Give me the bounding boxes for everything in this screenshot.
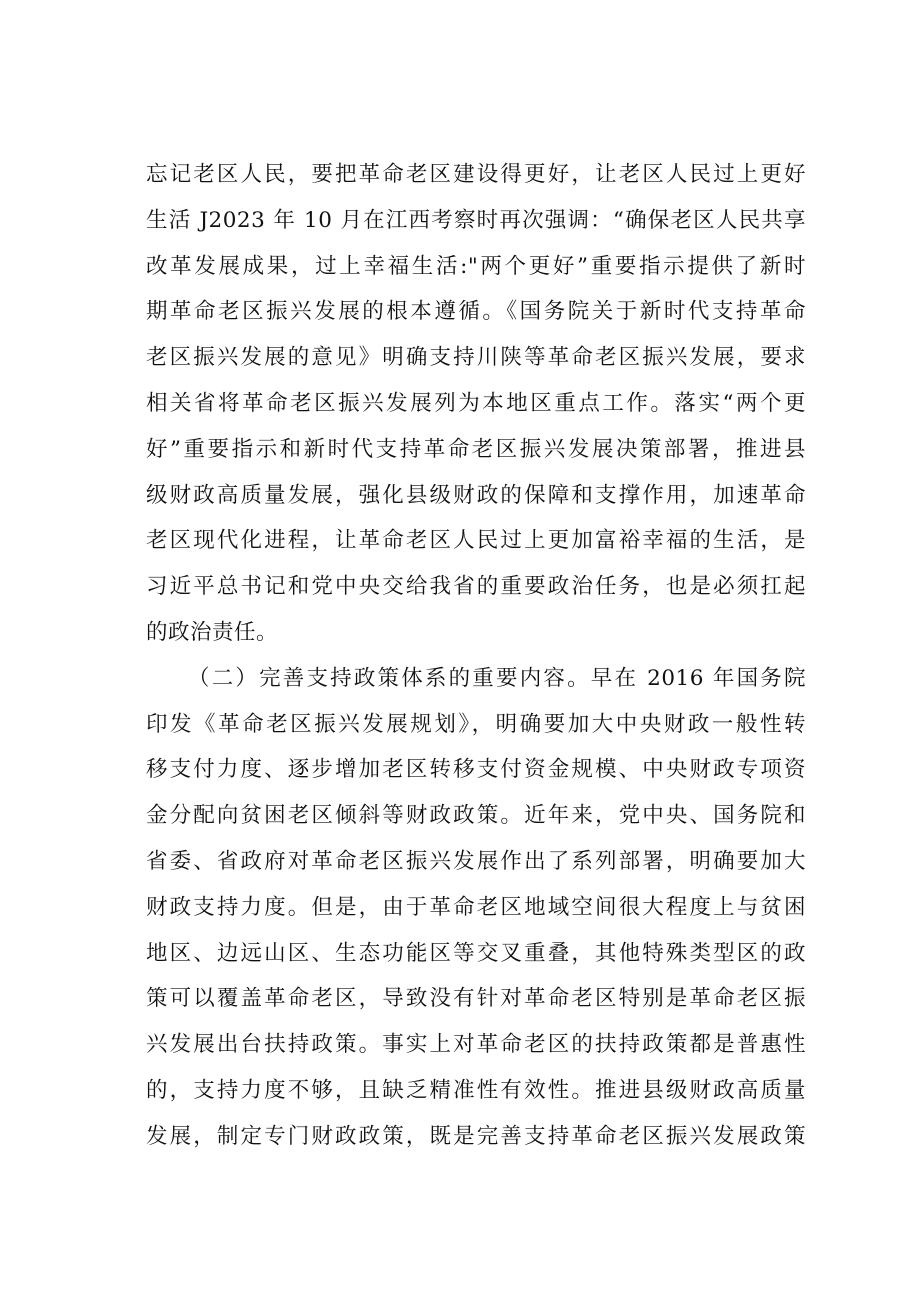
text-line: 改革发展成果，过上幸福生活:"两个更好”重要指示提供了新时: [146, 253, 806, 279]
text-line: 好”重要指示和新时代支持革命老区振兴发展决策部署，推进县: [146, 436, 806, 462]
text-line: 金分配向贫困老区倾斜等财政政策。近年来，党中央、国务院和: [146, 803, 806, 829]
document-body: [146, 152, 806, 1160]
text-line: （二）完善支持政策体系的重要内容。早在 2016 年国务院: [188, 665, 806, 691]
text-line: 生活 J2023 年 10 月在江西考察时再次强调：“确保老区人民共享: [146, 207, 806, 233]
text-line: 级财政高质量发展，强化县级财政的保障和支撑作用，加速革命: [146, 482, 806, 508]
text-line: 的政治责任。: [146, 619, 279, 645]
text-line: 财政支持力度。但是，由于革命老区地域空间很大程度上与贫困: [146, 894, 806, 920]
text-line: 习近平总书记和党中央交给我省的重要政治任务，也是必须扛起: [146, 574, 806, 600]
paragraph-2: [146, 656, 806, 1160]
text-line: 策可以覆盖革命老区，导致没有针对革命老区特别是革命老区振: [146, 986, 806, 1012]
text-line: 印发《革命老区振兴发展规划》，明确要加大中央财政一般性转: [146, 711, 806, 737]
text-line: 相关省将革命老区振兴发展列为本地区重点工作。落实“两个更: [146, 390, 806, 416]
text-line: 老区现代化进程，让革命老区人民过上更加富裕幸福的生活，是: [146, 528, 806, 554]
text-line: 老区振兴发展的意见》明确支持川陕等革命老区振兴发展，要求: [146, 345, 806, 371]
text-line: 地区、边远山区、生态功能区等交叉重叠，其他特殊类型区的政: [146, 940, 806, 966]
text-line: 兴发展出台扶持政策。事实上对革命老区的扶持政策都是普惠性: [146, 1032, 806, 1058]
text-line: 期革命老区振兴发展的根本遵循。《国务院关于新时代支持革命: [146, 299, 806, 325]
text-line: 省委、省政府对革命老区振兴发展作出了系列部署，明确要加大: [146, 848, 806, 874]
paragraph-1: [146, 152, 806, 656]
text-line: 忘记老区人民，要把革命老区建设得更好，让老区人民过上更好: [146, 162, 806, 187]
text-line: 发展，制定专门财政政策，既是完善支持革命老区振兴发展政策: [146, 1123, 806, 1149]
text-line: 移支付力度、逐步增加老区转移支付资金规模、中央财政专项资: [146, 757, 806, 783]
text-line: 的，支持力度不够，且缺乏精准性有效性。推进县级财政高质量: [146, 1077, 806, 1103]
